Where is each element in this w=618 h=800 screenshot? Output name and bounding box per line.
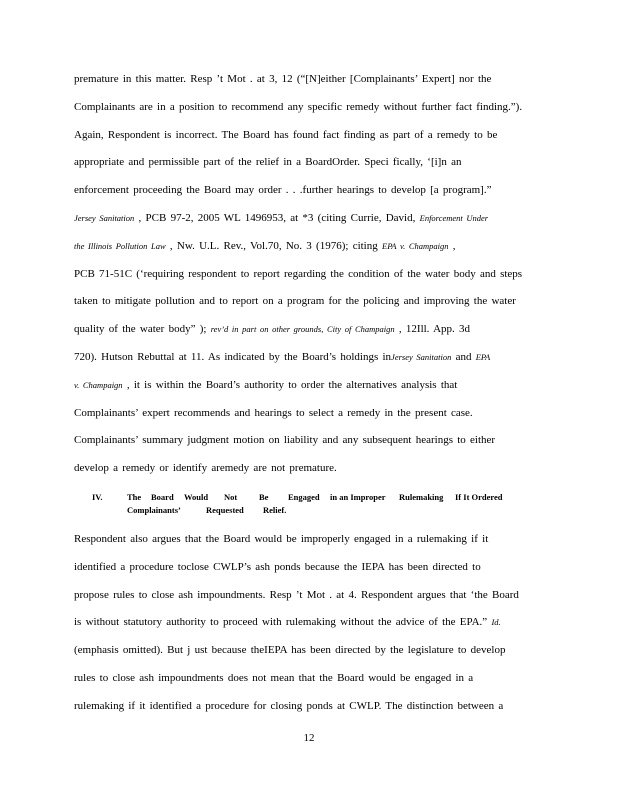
text-run: is without statutory authority to proceed with rulemaking without the advice of the EPA.” (74, 616, 492, 629)
text-run: Complainants are in a position to recommend any specific remedy without further fact finding.”). (74, 100, 523, 113)
text-run: quality of the water body” ); (74, 323, 211, 336)
text-run: propose rules to close ash impoundments. Resp ’t Mot . at 4. Respondent argues that ‘the Board (74, 588, 519, 601)
italic-text: Enforcement Under (419, 213, 489, 223)
text-run: and (451, 351, 476, 363)
text-line (74, 239, 542, 253)
heading-word: Not (224, 492, 238, 502)
text-run: Complainants’ expert recommends and hearings to select a remedy in the present case. (74, 406, 473, 419)
text-line (74, 211, 542, 225)
text-run: appropriate and permissible part of the relief in a BoardOrder. Speci fically, ‘[i]n an (74, 156, 462, 169)
text-line (74, 560, 542, 574)
text-run: premature in this matter. Resp ’t Mot . at 3, 12 (“[N]either [Complainants’ Expert] nor the (74, 73, 492, 85)
heading-word: Complainants’ (127, 505, 181, 515)
text-line (74, 461, 542, 475)
page-number: 12 (303, 732, 315, 744)
text-run: , (448, 239, 456, 252)
italic-text: Jersey Sanitation (391, 352, 452, 362)
text-run: (emphasis omitted). But j ust because theIEPA has been directed by the legislature to develop (74, 644, 506, 657)
heading-word: Relief. (263, 505, 287, 515)
heading-word: Requested (206, 505, 244, 515)
text-run: rules to close ash impoundments does not mean that the Board would be engaged in a (74, 672, 474, 684)
heading-word: The (127, 492, 142, 502)
text-run: Again, Respondent is incorrect. The Board has found fact finding as part of a remedy to be (74, 128, 498, 141)
heading-word: Board (151, 492, 174, 502)
text-line (74, 267, 542, 281)
text-run: rulemaking if it identified a procedure for closing ponds at CWLP. The distinction between a (74, 699, 504, 712)
heading-word: Would (184, 492, 209, 502)
text-run: , it is within the Board’s authority to order the alternatives analysis that (122, 378, 458, 391)
italic-text: v. Champaign (74, 379, 123, 390)
heading-word: Engaged (288, 492, 320, 502)
text-line (74, 532, 542, 546)
text-line (74, 100, 542, 114)
heading-word: Rulemaking (399, 492, 444, 502)
text-line (74, 699, 542, 713)
italic-text: EPA v. Champaign (382, 240, 449, 251)
italic-text: Id. (491, 617, 501, 628)
text-run: , 12Ill. App. 3d (394, 323, 471, 336)
text-run: 720). Hutson Rebuttal at 11. As indicated by the Board’s holdings in (74, 351, 392, 363)
text-line (74, 406, 542, 420)
text-line (74, 183, 542, 197)
italic-text: the Illinois Pollution Law (74, 240, 166, 251)
text-line (74, 155, 542, 169)
text-run: identified a procedure toclose CWLP’s ash ponds because the IEPA has been directed to (74, 560, 481, 573)
text-line (74, 433, 542, 447)
text-line (74, 128, 542, 142)
text-run: taken to mitigate pollution and to report on a program for the policing and improving the water (74, 295, 516, 308)
heading-word: in an Improper (330, 492, 386, 502)
text-run: , PCB 97-2, 2005 WL 1496953, at *3 (citing Currie, David, (134, 212, 420, 224)
text-line (74, 378, 542, 392)
text-line (74, 322, 542, 336)
text-run: PCB 71-51C (‘requiring respondent to report regarding the condition of the water body and steps (74, 267, 523, 280)
italic-text: Jersey Sanitation (74, 213, 135, 223)
text-line (74, 350, 542, 364)
text-run: develop a remedy or identify aremedy are not premature. (74, 462, 337, 475)
text-line (74, 671, 542, 685)
text-run: Complainants’ summary judgment motion on liability and any subsequent hearings to either (74, 434, 496, 447)
text-run: enforcement proceeding the Board may order . . .further hearings to develop [a program].” (74, 184, 492, 197)
heading-word: Be (259, 492, 269, 502)
text-run: Respondent also argues that the Board would be improperly engaged in a rulemaking if it (74, 533, 489, 545)
text-line (74, 643, 542, 657)
italic-text: rev’d in part on other grounds, City of Champaign (210, 324, 395, 335)
text-line (74, 588, 542, 602)
heading-word: If It Ordered (455, 492, 503, 502)
text-line (74, 615, 542, 629)
text-line (74, 294, 542, 308)
text-line (74, 72, 542, 86)
italic-text: EPA (475, 352, 491, 362)
heading-number: IV. (92, 492, 103, 502)
text-run: , Nw. U.L. Rev., Vol.70, No. 3 (1976); citing (165, 239, 382, 252)
